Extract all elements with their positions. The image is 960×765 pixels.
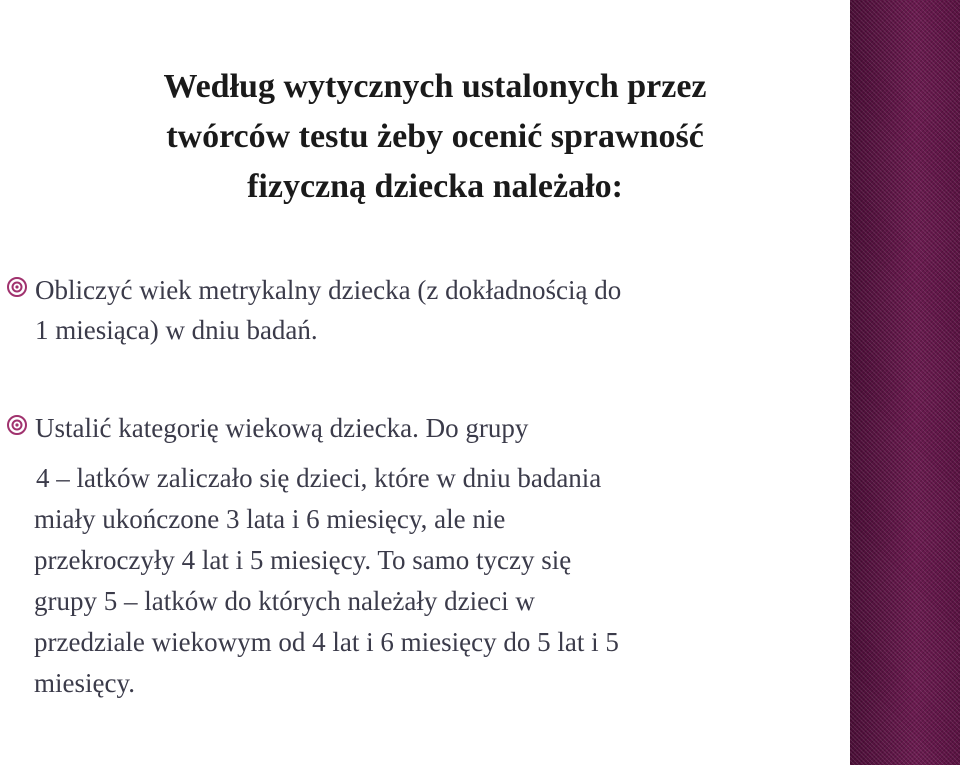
bullet-line: Obliczyć wiek metrykalny dziecka (z dokładnością do bbox=[35, 275, 622, 305]
bullet-continuation bbox=[34, 458, 619, 704]
slide-title bbox=[70, 62, 800, 212]
decorative-side-band bbox=[850, 0, 960, 765]
bullet-line: 1 miesiąca) w dniu badań. bbox=[35, 315, 318, 345]
title-line: fizyczną dziecka należało: bbox=[247, 168, 623, 205]
continuation-line: grupy 5 – latków do których należały dzieci w bbox=[34, 586, 535, 616]
title-line: Według wytycznych ustalonych przez bbox=[163, 68, 707, 105]
target-bullet-icon bbox=[6, 276, 28, 298]
bullet-item bbox=[6, 270, 621, 350]
continuation-line: miesięcy. bbox=[34, 668, 135, 698]
bullet-item bbox=[6, 408, 528, 448]
title-line: twórców testu żeby ocenić sprawność bbox=[166, 118, 704, 155]
bullet-text bbox=[35, 270, 621, 350]
continuation-line: miały ukończone 3 lata i 6 miesięcy, ale nie bbox=[34, 504, 506, 534]
target-bullet-icon bbox=[6, 414, 28, 436]
continuation-line: przedziale wiekowym od 4 lat i 6 miesięcy do 5 lat i 5 bbox=[34, 627, 619, 657]
continuation-line: 4 – latków zaliczało się dzieci, które w dniu badania bbox=[36, 463, 602, 493]
continuation-line: przekroczyły 4 lat i 5 miesięcy. To samo tyczy się bbox=[34, 545, 572, 575]
bullet-text bbox=[35, 408, 528, 448]
bullet-line: Ustalić kategorię wiekową dziecka. Do grupy bbox=[35, 413, 529, 443]
